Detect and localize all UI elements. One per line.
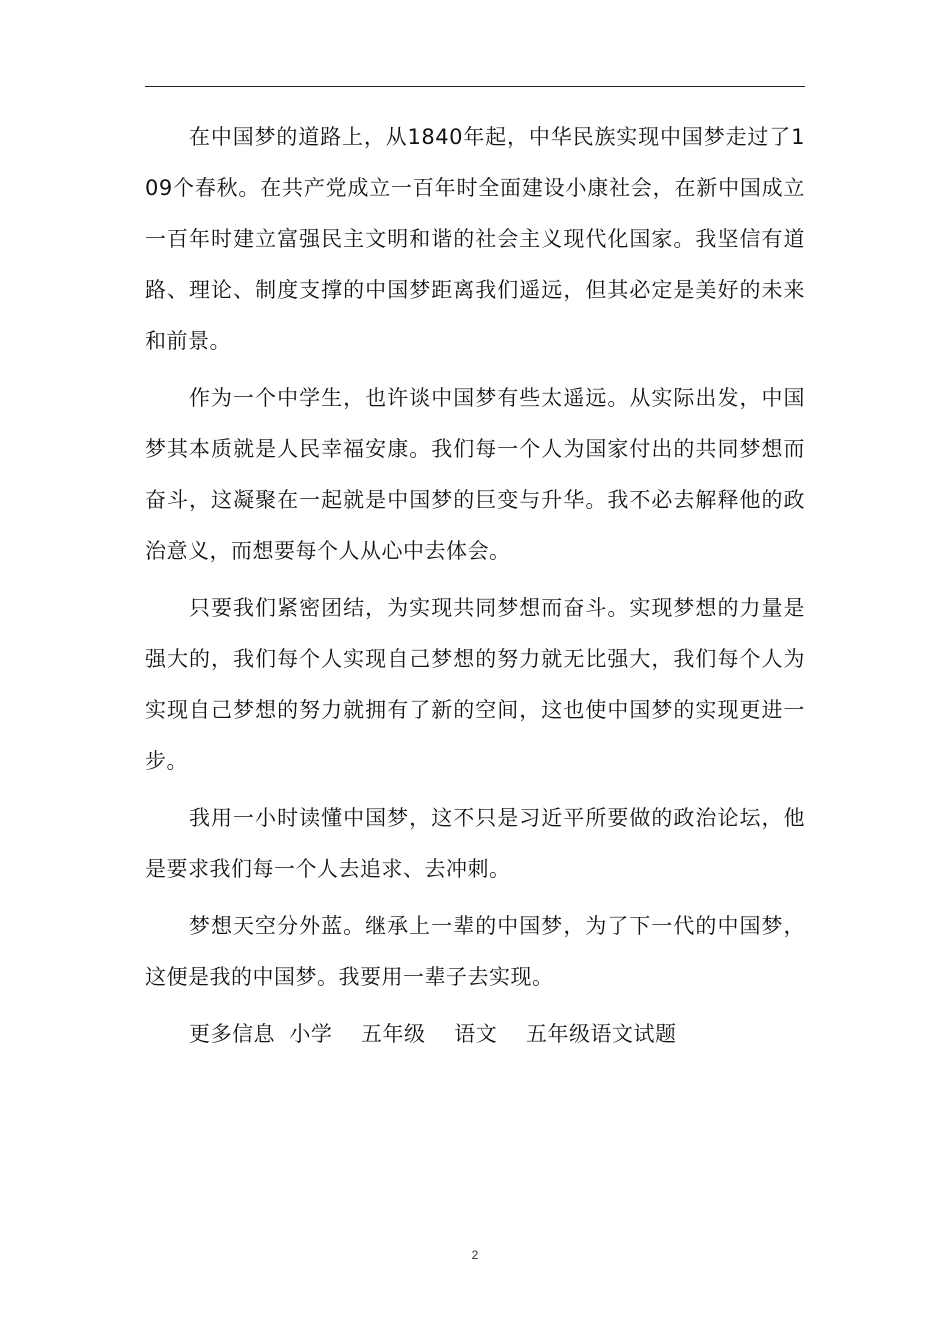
more-info-line: 更多信息 小学 五年级 语文 五年级语文试题	[189, 1022, 677, 1046]
paragraph-3: 只要我们紧密团结，为实现共同梦想而奋斗。实现梦想的力量是强大的，我们每个人实现自己梦想的努力就无比强大，我们每个人为实现自己梦想的努力就拥有了新的空间，这也使中国梦的实现更进一步。	[145, 596, 805, 773]
document-body	[145, 112, 805, 1060]
paragraph-1: 在中国梦的道路上，从1840年起，中华民族实现中国梦走过了109个春秋。在共产党成立一百年时全面建设小康社会，在新中国成立一百年时建立富强民主文明和谐的社会主义现代化国家。我坚信有道路、理论、制度支撑的中国梦距离我们遥远，但其必定是美好的未来和前景。	[145, 125, 805, 353]
paragraph-2: 作为一个中学生，也许谈中国梦有些太遥远。从实际出发，中国梦其本质就是人民幸福安康。我们每一个人为国家付出的共同梦想而奋斗，这凝聚在一起就是中国梦的巨变与升华。我不必去解释他的政治意义，而想要每个人从心中去体会。	[145, 386, 805, 563]
page-number: 2	[471, 1248, 479, 1262]
paragraph-5: 梦想天空分外蓝。继承上一辈的中国梦，为了下一代的中国梦，这便是我的中国梦。我要用一辈子去实现。	[145, 914, 805, 989]
paragraph-4: 我用一小时读懂中国梦，这不只是习近平所要做的政治论坛，他是要求我们每一个人去追求、去冲刺。	[145, 806, 805, 881]
header-rule	[145, 86, 805, 87]
